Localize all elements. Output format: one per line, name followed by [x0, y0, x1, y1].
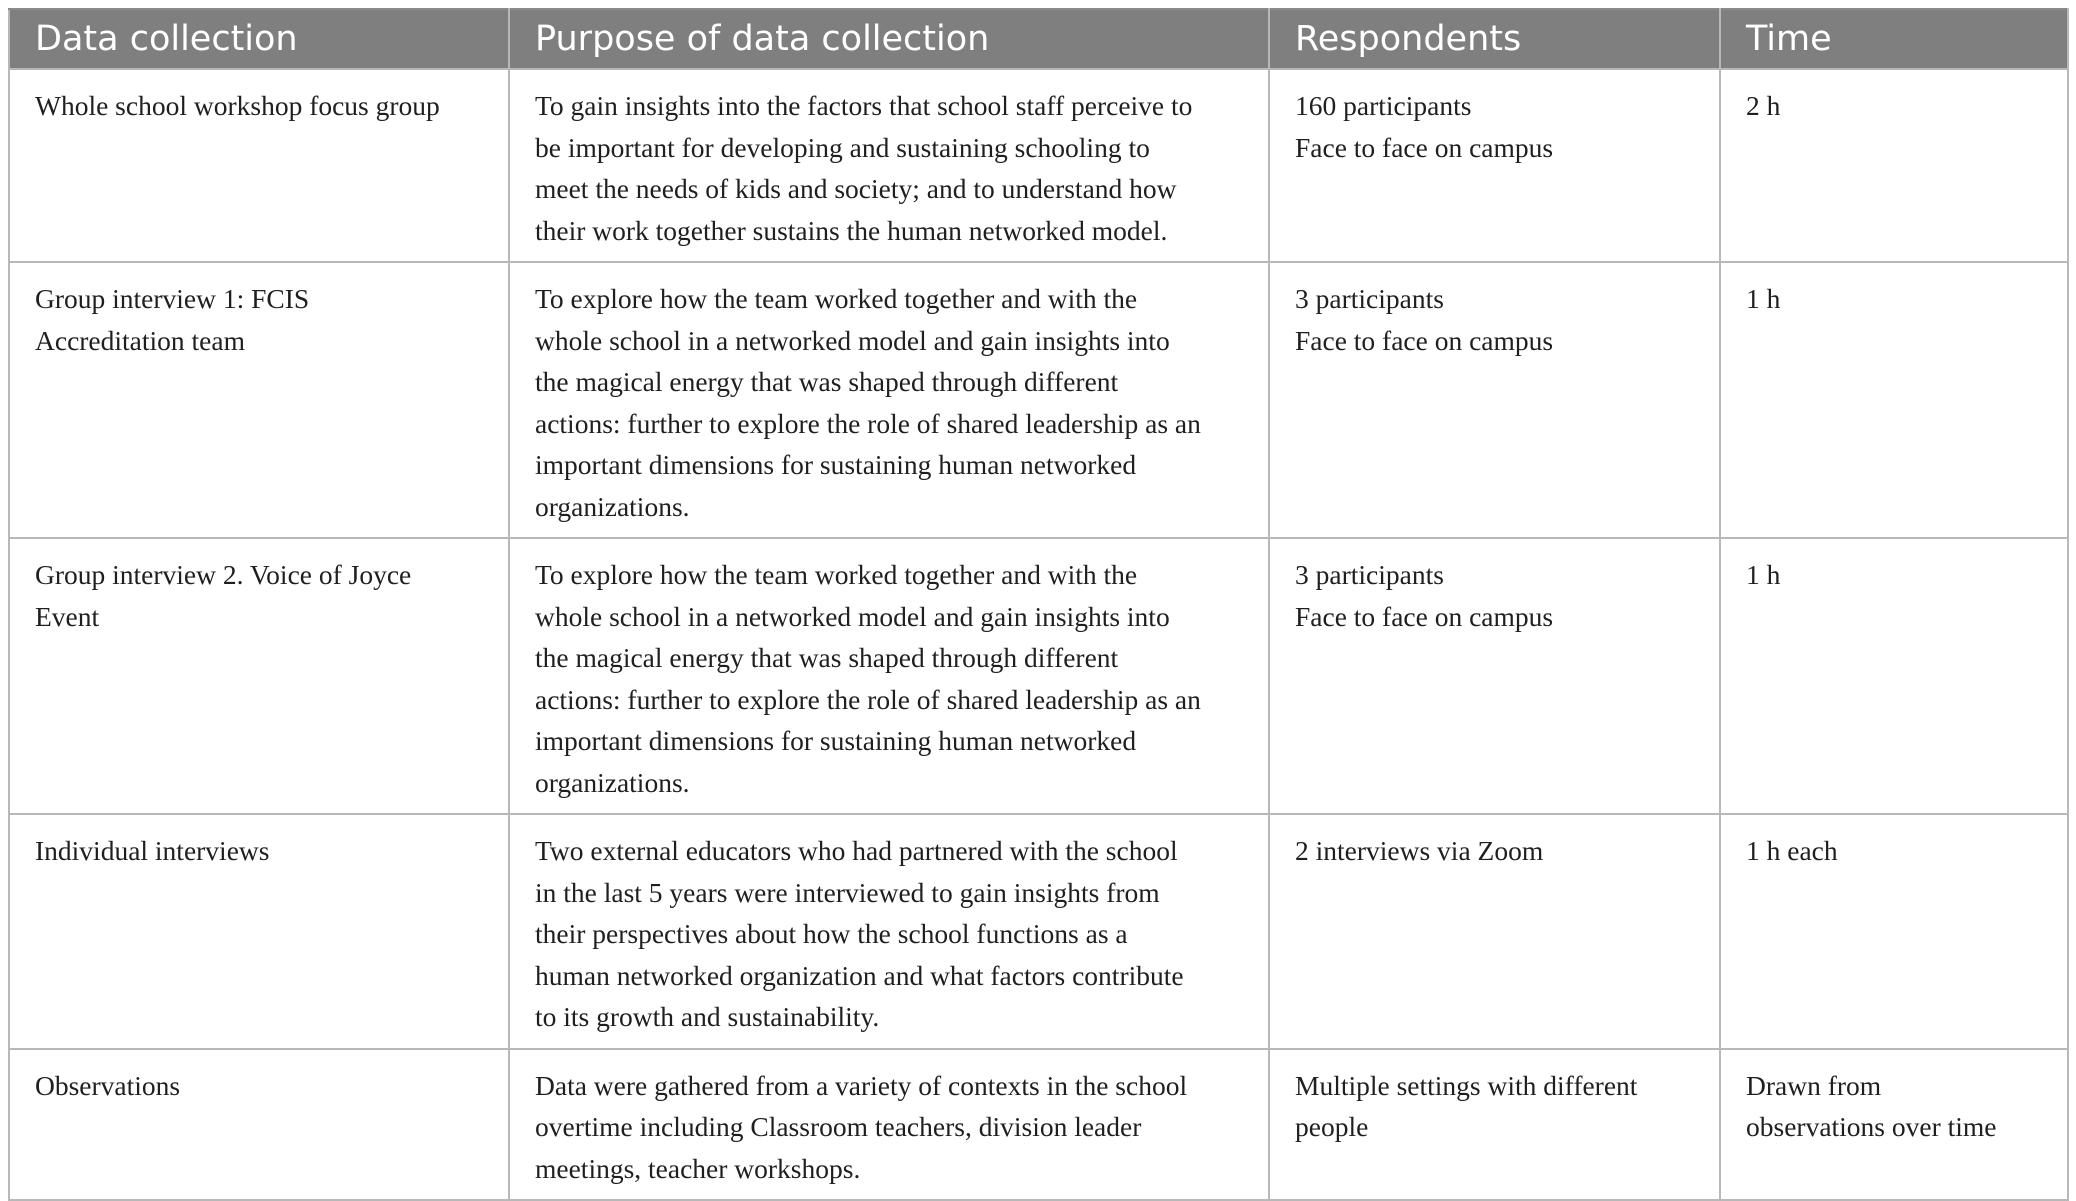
cell-text-line: To explore how the team worked together and with the — [535, 283, 1138, 314]
cell-text-line: people — [1295, 1111, 1369, 1142]
cell-text-line: Whole school workshop focus group — [35, 90, 440, 121]
cell-respondents — [1269, 69, 1720, 262]
cell-purpose — [509, 814, 1269, 1049]
table-row — [9, 262, 2068, 538]
cell-text-line: human networked organization and what factors contribute — [535, 959, 1184, 991]
cell-purpose — [509, 262, 1269, 538]
data-collection-table — [8, 8, 2069, 1201]
cell-text-line: in the last 5 years were interviewed to gain insights from — [535, 876, 1160, 908]
table-row — [9, 814, 2068, 1049]
cell-data-collection — [9, 262, 509, 538]
cell-time — [1720, 69, 2068, 262]
table-row — [9, 1049, 2068, 1201]
cell-text-line: Face to face on campus — [1295, 324, 1554, 356]
cell-text-line: whole school in a networked model and gain insights into — [535, 324, 1170, 356]
cell-text-line: important dimensions for sustaining human networked — [535, 449, 1137, 480]
cell-text-line: Group interview 2. Voice of Joyce — [35, 559, 412, 590]
cell-text-line: important dimensions for sustaining human networked — [535, 725, 1137, 756]
table-header — [9, 9, 2068, 69]
cell-text-line: Face to face on campus — [1295, 600, 1554, 632]
cell-time — [1720, 814, 2068, 1049]
cell-data-collection — [9, 1049, 509, 1201]
cell-text-line: organizations. — [535, 490, 690, 522]
header-data-collection: Data collection — [9, 9, 509, 69]
cell-text-line: overtime including Classroom teachers, division leader — [535, 1111, 1142, 1142]
cell-text-line: their perspectives about how the school functions as a — [535, 918, 1128, 949]
cell-text-line: 3 participants — [1295, 559, 1444, 590]
cell-text-line: Two external educators who had partnered with the school — [535, 835, 1178, 866]
cell-text-line: observations over time — [1746, 1111, 1997, 1142]
cell-purpose — [509, 538, 1269, 814]
cell-time — [1720, 538, 2068, 814]
cell-data-collection — [9, 538, 509, 814]
cell-text-line: the magical energy that was shaped through different — [535, 642, 1119, 673]
cell-text-line: organizations. — [535, 766, 690, 798]
cell-text-line: actions: further to explore the role of shared leadership as an — [535, 407, 1201, 439]
cell-text-line: Drawn from — [1746, 1069, 1882, 1101]
cell-text-line: to its growth and sustainability. — [535, 1001, 880, 1032]
cell-text-line: 160 participants — [1295, 90, 1472, 121]
cell-respondents — [1269, 538, 1720, 814]
cell-text-line: meetings, teacher workshops. — [535, 1152, 861, 1184]
cell-text-line: 2 interviews via Zoom — [1295, 835, 1544, 866]
cell-text-line: To explore how the team worked together and with the — [535, 559, 1138, 590]
cell-text-line: Individual interviews — [35, 835, 270, 866]
cell-text-line: Accreditation team — [35, 324, 245, 356]
cell-text-line: 3 participants — [1295, 283, 1444, 314]
cell-respondents — [1269, 1049, 1720, 1201]
cell-respondents — [1269, 262, 1720, 538]
cell-text-line: 1 h — [1746, 283, 1781, 314]
cell-data-collection — [9, 814, 509, 1049]
cell-text-line: whole school in a networked model and gain insights into — [535, 600, 1170, 632]
cell-time — [1720, 1049, 2068, 1201]
cell-text-line: 2 h — [1746, 90, 1781, 121]
header-purpose: Purpose of data collection — [509, 9, 1269, 69]
table-row — [9, 69, 2068, 262]
cell-text-line: 1 h — [1746, 559, 1781, 590]
cell-text-line: the magical energy that was shaped through different — [535, 366, 1119, 397]
cell-time — [1720, 262, 2068, 538]
header-time: Time — [1720, 9, 2068, 69]
cell-data-collection — [9, 69, 509, 262]
cell-text-line: Group interview 1: FCIS — [35, 283, 310, 314]
cell-text-line: actions: further to explore the role of shared leadership as an — [535, 683, 1201, 715]
cell-text-line: Observations — [35, 1069, 181, 1101]
cell-purpose — [509, 1049, 1269, 1201]
cell-purpose — [509, 69, 1269, 262]
header-respondents: Respondents — [1269, 9, 1720, 69]
table-row — [9, 538, 2068, 814]
cell-text-line: their work together sustains the human networked model. — [535, 214, 1168, 246]
header-row — [9, 9, 2068, 69]
cell-text-line: Data were gathered from a variety of contexts in the school — [535, 1069, 1188, 1101]
data-collection-table-container — [8, 8, 2067, 1201]
cell-text-line: be important for developing and sustaining schooling to — [535, 131, 1150, 163]
table-body — [9, 69, 2068, 1200]
cell-text-line: Event — [35, 600, 100, 632]
cell-respondents — [1269, 814, 1720, 1049]
cell-text-line: Face to face on campus — [1295, 131, 1554, 163]
cell-text-line: To gain insights into the factors that school staff perceive to — [535, 90, 1193, 121]
cell-text-line: meet the needs of kids and society; and to understand how — [535, 173, 1177, 204]
cell-text-line: 1 h each — [1746, 835, 1838, 866]
cell-text-line: Multiple settings with different — [1295, 1069, 1638, 1101]
